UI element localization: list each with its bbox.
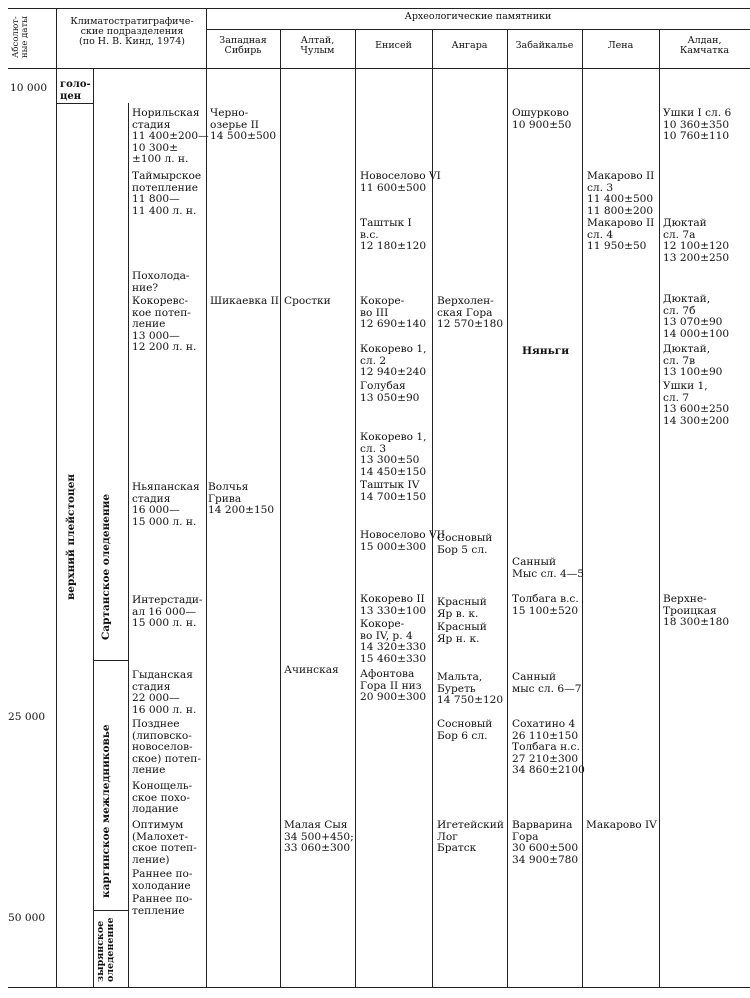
date-10000: 10 000 — [10, 82, 48, 94]
climate-header: Климатостратиграфиче- ские подразделения (по Н. В. Кинд, 1974) — [70, 16, 194, 47]
stage-taimyr: Таймырское потепление 11 800— 11 400 л. н. — [132, 170, 202, 217]
date-25000: 25 000 — [8, 711, 46, 723]
stage-early-warming: Раннее по- тепление — [132, 893, 193, 917]
col-divider-lena — [659, 29, 660, 987]
stage-interstadial: Интерстади- ал 16 000— 15 000 л. н. — [132, 594, 203, 630]
stage-early-cooling: Раннее по- холодание — [132, 868, 193, 892]
site-kokorevo-3: Кокоре- во III 12 690±140 — [360, 295, 427, 331]
region-aldan: Алдан, Камчатка — [679, 35, 730, 56]
site-volchya-griva: Волчья Грива 14 200±150 — [208, 481, 275, 517]
site-krasny-yar-upper: Красный Яр в. к. — [437, 596, 487, 620]
holocene-label: голо- цен — [60, 79, 91, 102]
site-dyuktai-7a: Дюктай сл. 7а 12 100±120 13 200±250 — [663, 217, 730, 264]
zyryan-glaciation-label: зырянское оледенение — [95, 917, 116, 982]
upper-pleistocene-label: верхний плейстоцен — [65, 473, 77, 600]
stage-konoshchel: Конощель- ское похо- лодание — [132, 780, 193, 816]
site-nyangi: Няньги — [522, 345, 570, 357]
region-altai: Алтай, Чулым — [300, 35, 335, 56]
site-kokorevo-4: Кокоре- во IV, р. 4 14 320±330 15 460±330 — [360, 618, 427, 665]
stage-norilsk: Норильская стадия 11 400±200— 10 300± ±100 л. н. — [132, 107, 209, 166]
site-sosnovy-bor-6: Сосновый Бор 6 сл. — [437, 718, 493, 742]
table-top-border — [8, 8, 750, 9]
date-50000: 50 000 — [8, 912, 46, 924]
site-varvarina-gora: Варварина Гора 30 600±500 34 900±780 — [512, 819, 579, 866]
stage-optimum: Оптимум (Малохет- ское потеп- ление) — [132, 819, 197, 866]
col-divider-dates — [56, 8, 57, 987]
sartan-bottom-line — [94, 660, 128, 661]
col-divider-wsib — [280, 29, 281, 987]
karga-interglacial-label: каргинское межледниковье — [100, 724, 112, 898]
site-kokorevo-2: Кокорево II 13 330±100 — [360, 593, 427, 617]
site-sosnovy-bor-5: Сосновый Бор 5 сл. — [437, 532, 493, 556]
region-lena: Лена — [607, 40, 634, 51]
sartan-glaciation-label: Сартанское оледенение — [100, 493, 112, 640]
site-verkhne-troitskaya: Верхне- Троицкая 18 300±180 — [663, 593, 730, 629]
col-divider-altai — [355, 29, 356, 987]
stage-cooling: Похолода- ние? — [132, 270, 190, 294]
col-divider-angara — [507, 29, 508, 987]
region-w-siberia: Западная Сибирь — [219, 35, 267, 56]
region-yenisei: Енисей — [375, 40, 412, 51]
site-chernoozerye: Черно- озерье II 14 500±500 — [210, 107, 277, 143]
site-sanny-mys-4-5: Санный Мыс сл. 4—5 — [512, 556, 585, 580]
abs-dates-header: Абсолют- ные даты — [11, 16, 30, 58]
site-afontova-gora: Афонтова Гора II низ 20 900±300 — [360, 668, 427, 704]
stage-late-warming: Позднее (липовско- новоселов- ское) потеп- ление — [132, 718, 201, 777]
region-angara: Ангара — [451, 40, 488, 51]
epoch-divider — [93, 68, 94, 987]
site-srostki: Сростки — [284, 295, 331, 307]
site-ushki-1-7: Ушки 1, сл. 7 13 600±250 14 300±200 — [663, 380, 730, 427]
site-novoselovo-7: Новоселово VII 15 000±300 — [360, 529, 445, 553]
site-tashtyk-4: Таштык IV 14 700±150 — [360, 479, 427, 503]
site-novoselovo-6: Новоселово VI 11 600±500 — [360, 170, 441, 194]
site-dyuktai-7v: Дюктай, сл. 7в 13 100±90 — [663, 343, 723, 379]
site-sokhatino-tolbaga: Сохатино 4 26 110±150 Толбага н.с. 27 210±300 34 860±2100 — [512, 718, 585, 777]
arch-subheader-line — [206, 29, 750, 30]
site-igeteisky-log: Игетейский Лог Братск — [437, 819, 504, 855]
holocene-bottom-line — [57, 103, 93, 104]
site-kokorevo-1-3: Кокорево 1, сл. 3 13 300±50 14 450±150 — [360, 431, 427, 478]
header-bottom-border — [8, 68, 750, 69]
site-tolbaga-upper: Толбага в.с. 15 100±520 — [512, 593, 579, 617]
arch-header: Археологические памятники — [404, 11, 552, 22]
site-malta-buret: Мальта, Буреть 14 750±120 — [437, 671, 504, 707]
site-makarovo-2-3: Макарово II сл. 3 11 400±500 11 800±200 — [587, 170, 655, 217]
site-malaya-sya: Малая Сыя 34 500+450; 33 060±300 — [284, 819, 354, 855]
karga-bottom-line — [94, 910, 128, 911]
site-oshurkovo: Ошурково 10 900±50 — [512, 107, 572, 131]
stage-kokorevo: Кокоревс- кое потеп- ление 13 000— 12 200 л. н. — [132, 295, 197, 354]
site-achinskaya: Ачинская — [284, 664, 339, 676]
stage-gydan: Гыданская стадия 22 000— 16 000 л. н. — [132, 669, 197, 716]
site-kokorevo-1-2: Кокорево 1, сл. 2 12 940±240 — [360, 343, 427, 379]
region-transbaikal: Забайкалье — [515, 40, 574, 51]
site-makarovo-2-4: Макарово II сл. 4 11 950±50 — [587, 217, 655, 253]
glaciation-divider — [128, 103, 129, 987]
site-makarovo-4: Макарово IV — [586, 819, 657, 831]
site-shikaevka: Шикаевка II — [210, 295, 279, 307]
col-divider-transbaikal — [582, 29, 583, 987]
site-tashtyk-1: Таштык I в.с. 12 180±120 — [360, 217, 427, 253]
site-verkholenskaya-gora: Верхолен- ская Гора 12 570±180 — [437, 295, 504, 331]
site-krasny-yar-lower: Красный Яр н. к. — [437, 621, 487, 645]
site-sanny-mys-6-7: Санный мыс сл. 6—7 — [512, 671, 582, 695]
site-golubaya: Голубая 13 050±90 — [360, 380, 420, 404]
site-dyuktai-7b: Дюктай, сл. 7б 13 070±90 14 000±100 — [663, 293, 730, 340]
site-ushki-1-6: Ушки I сл. 6 10 360±350 10 760±110 — [663, 107, 732, 143]
stage-nyapan: Ньяпанская стадия 16 000— 15 000 л. н. — [132, 481, 200, 528]
table-bottom-border — [8, 987, 750, 988]
